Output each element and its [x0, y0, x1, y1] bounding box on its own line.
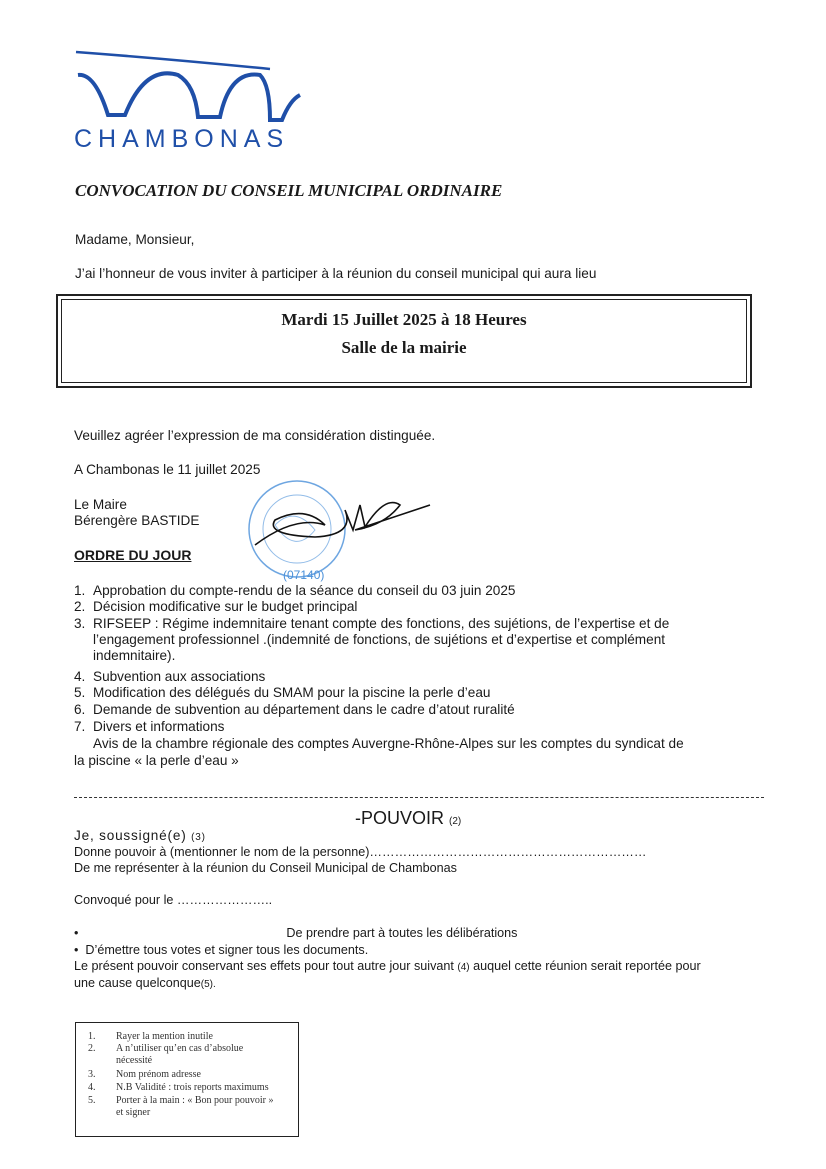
agenda-item: 6. Demande de subvention au département dans le cadre d’atout ruralité: [74, 702, 515, 717]
footnote: 2. A n’utiliser qu’en cas d’absolue nécessité: [88, 1043, 244, 1066]
intro-text: J’ai l’honneur de vous inviter à participer à la réunion du conseil municipal qui aura lieu: [75, 266, 597, 281]
meeting-date: Mardi 15 Juillet 2025 à 18 Heures: [281, 310, 527, 329]
arches-logo-icon: [70, 45, 310, 155]
agenda-heading: ORDRE DU JOUR: [74, 547, 192, 563]
official-stamp-signature: [235, 475, 435, 585]
svg-text:(07140): (07140): [283, 568, 325, 582]
footnotes-box: [75, 1022, 299, 1137]
chambonas-logo: [70, 45, 310, 155]
agenda-item: 3. RIFSEEP : Régime indemnitaire tenant compte des fonctions, des sujétions, de l’expertise et de l’engagement professionnel .(indemnité de fonctions, de sujétions et d’expertise et complément indemnitaire).: [74, 616, 670, 663]
pouvoir-heading: -POUVOIR (2): [355, 808, 462, 828]
represent-line: De me représenter à la réunion du Conseil Municipal de Chambonas: [74, 861, 457, 875]
cause-text: une cause quelconque(5).: [74, 976, 216, 990]
agenda-item: 1. Approbation du compte-rendu de la séance du conseil du 03 juin 2025: [74, 583, 516, 598]
meeting-place: Salle de la mairie: [341, 338, 467, 357]
footnote: 5. Porter à la main : « Bon pour pouvoir » et signer: [88, 1095, 274, 1118]
footnote: 3. Nom prénom adresse: [88, 1069, 201, 1080]
footnote: 4. N.B Validité : trois reports maximums: [88, 1082, 269, 1093]
agenda-note-cont: la piscine « la perle d’eau »: [74, 753, 239, 768]
document-title: CONVOCATION DU CONSEIL MUNICIPAL ORDINAIRE: [75, 181, 503, 200]
place-date: A Chambonas le 11 juillet 2025: [74, 462, 261, 477]
signatory-name: Bérengère BASTIDE: [74, 513, 200, 528]
present-text: Le présent pouvoir conservant ses effets pour tout autre jour suivant (4) auquel cette réunion serait reportée pour: [74, 959, 701, 973]
cut-line-divider: [74, 797, 764, 798]
meeting-box: [56, 294, 752, 388]
agenda-item: 4. Subvention aux associations: [74, 669, 266, 684]
agenda-item: 2. Décision modificative sur le budget principal: [74, 599, 358, 614]
agenda-item: 7. Divers et informations: [74, 719, 225, 734]
footnote: 1. Rayer la mention inutile: [88, 1031, 213, 1042]
bullet-item: • De prendre part à toutes les délibérations: [74, 926, 518, 940]
donne-pouvoir-field: Donne pouvoir à (mentionner le nom de la personne)…………………………………………………………: [74, 845, 647, 859]
agenda-note: Avis de la chambre régionale des comptes Auvergne-Rhône-Alpes sur les comptes du syndicat de: [93, 736, 684, 751]
soussigne-line: Je, soussigné(e) (3): [74, 828, 206, 843]
svg-text:CHAMBONAS: CHAMBONAS: [74, 125, 290, 153]
closing-text: Veuillez agréer l’expression de ma considération distinguée.: [74, 428, 436, 443]
signatory-role: Le Maire: [74, 497, 127, 512]
convoque-field: Convoqué pour le …………………..: [74, 893, 273, 907]
greeting: Madame, Monsieur,: [75, 232, 195, 247]
bullet-item: • D’émettre tous votes et signer tous les documents.: [74, 943, 369, 957]
agenda-item: 5. Modification des délégués du SMAM pour la piscine la perle d’eau: [74, 685, 491, 700]
